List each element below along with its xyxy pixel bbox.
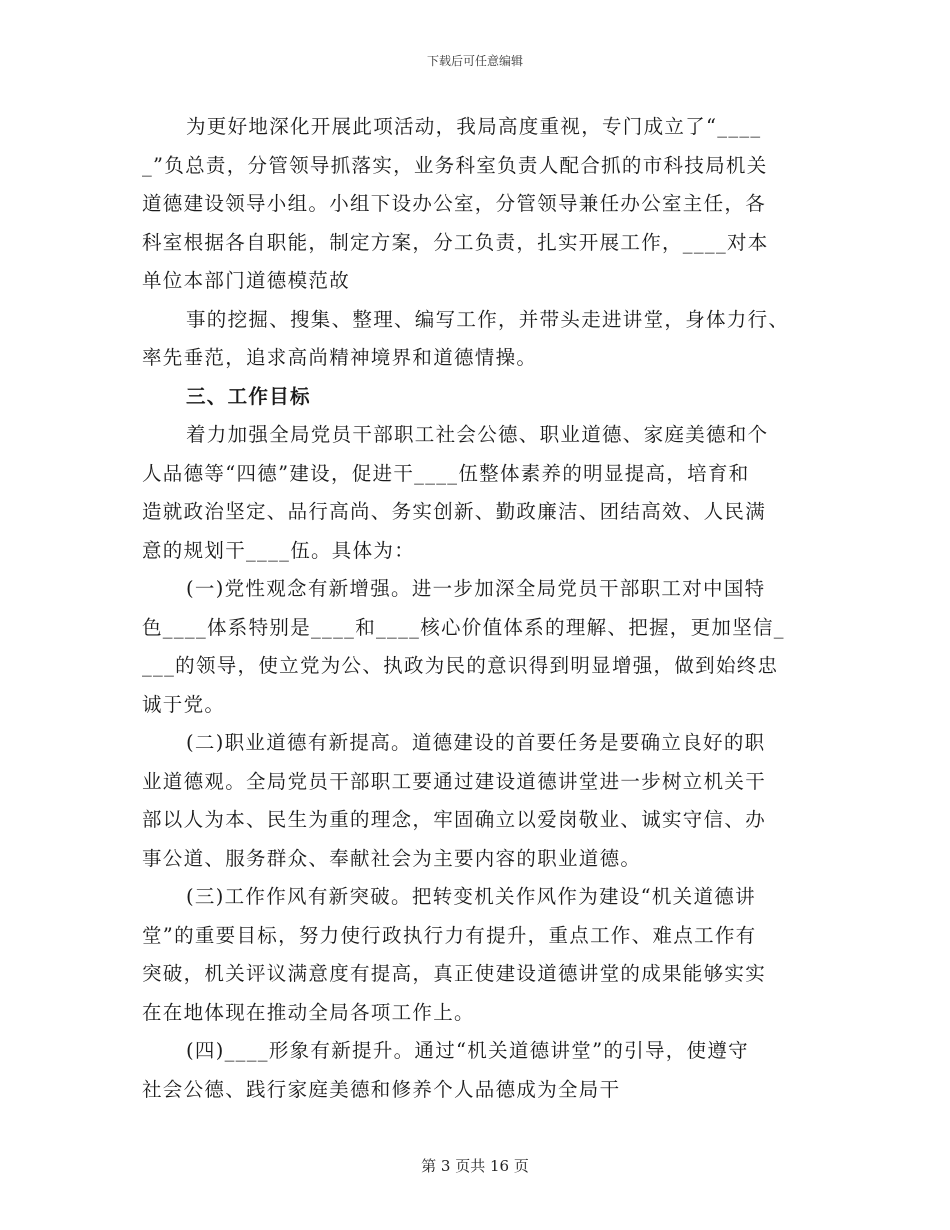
body-line: 为更好地深化开展此项活动，我局高度重视，专门成立了“____ xyxy=(186,115,762,138)
body-line: 科室根据各自职能，制定方案，分工负责，扎实开展工作，____对本 xyxy=(142,230,769,254)
body-line: 在在地体现在推动全局各项工作上。 xyxy=(142,1000,475,1024)
body-line: 突破，机关评议满意度有提高，真正使建设道德讲堂的成果能够实实 xyxy=(142,962,767,985)
body-line: 诚于党。 xyxy=(142,692,226,716)
body-line: 事的挖掘、搜集、整理、编写工作，并带头走进讲堂，身体力行、 xyxy=(186,307,790,331)
body-line: 人品德等“四德”建设，促进干____伍整体素养的明显提高，培育和 xyxy=(142,461,750,485)
body-line: 社会公德、践行家庭美德和修养个人品德成为全局干 xyxy=(142,1077,621,1101)
body-line: 部以人为本、民生为重的理念，牢固确立以爱岗敬业、诚实守信、办 xyxy=(142,808,767,831)
body-line: (一)党性观念有新增强。进一步加深全局党员干部职工对中国特 xyxy=(186,577,766,600)
body-line: 单位本部门道德模范故 xyxy=(142,269,351,292)
body-line: 率先垂范，追求高尚精神境界和道德情操。 xyxy=(142,346,538,369)
body-line: 造就政治坚定、品行高尚、务实创新、勤政廉洁、团结高效、人民满 xyxy=(142,500,767,523)
body-line: 业道德观。全局党员干部职工要通过建设道德讲堂进一步树立机关干 xyxy=(142,769,767,793)
body-line: 道德建设领导小组。小组下设办公室，分管领导兼任办公室主任，各 xyxy=(142,192,767,215)
body-line: (三)工作作风有新突破。把转变机关作风作为建设“机关道德讲 xyxy=(186,885,756,908)
page-number: 第 3 页共 16 页 xyxy=(421,1157,529,1175)
body-line: 事公道、服务群众、奉献社会为主要内容的职业道德。 xyxy=(142,846,642,870)
body-line: 意的规划干____伍。具体为： xyxy=(142,538,415,562)
body-line: 着力加强全局党员干部职工社会公德、职业道德、家庭美德和个 xyxy=(186,423,769,446)
body-line: 堂”的重要目标，努力使行政执行力有提升，重点工作、难点工作有 xyxy=(142,923,757,947)
body-line: (四)____形象有新提升。通过“机关道德讲堂”的引导，使遵守 xyxy=(186,1039,749,1062)
body-line: _”负总责，分管领导抓落实，业务科室负责人配合抓的市科技局机关 xyxy=(142,153,768,177)
body-line: (二)职业道德有新提高。道德建设的首要任务是要确立良好的职 xyxy=(186,731,766,754)
section-heading: 三、工作目标 xyxy=(186,384,311,408)
body-line: ___的领导，使立党为公、执政为民的意识得到明显增强，做到始终忠 xyxy=(142,654,779,677)
body-line: 色____体系特别是____和____核心价值体系的理解、把握，更加坚信_ xyxy=(142,615,785,639)
page-header-note: 下载后可任意编辑 xyxy=(426,54,523,68)
document-body xyxy=(142,108,812,1109)
